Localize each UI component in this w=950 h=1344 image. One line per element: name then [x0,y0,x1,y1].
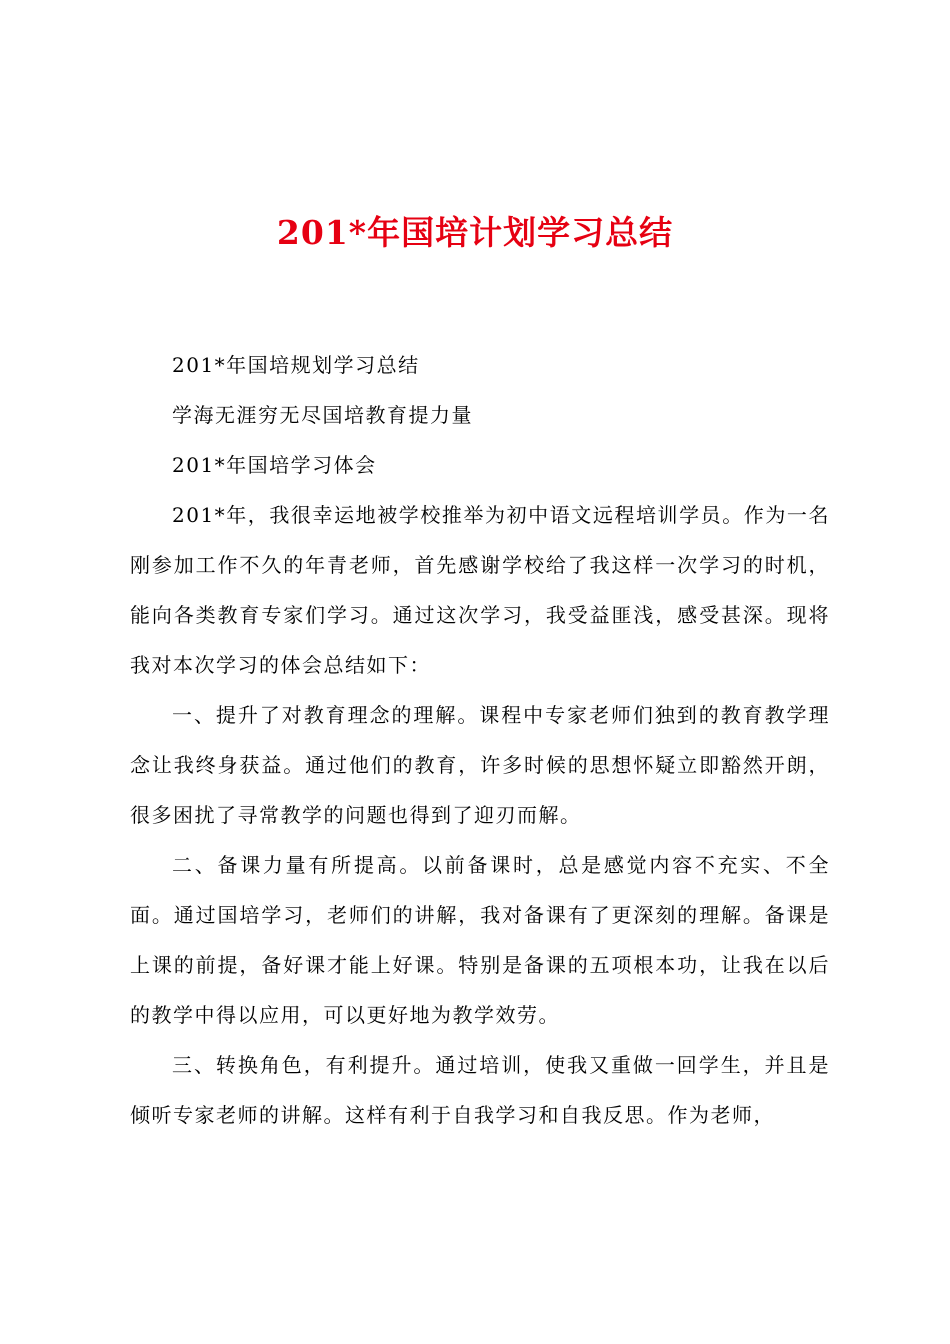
paragraph-point-2: 二、备课力量有所提高。以前备课时，总是感觉内容不充实、不全面。通过国培学习，老师们的讲解，我对备课有了更深刻的理解。备课是上课的前提，备好课才能上好课。特别是备课的五项根本功，让我在以后的教学中得以应用，可以更好地为教学效劳。 [130,853,830,1027]
document-title: 201*年国培计划学习总结 [276,213,674,252]
document-body [130,340,830,1140]
paragraph-subtitle-1: 201*年国培规划学习总结 [172,353,420,377]
paragraph-point-1: 一、提升了对教育理念的理解。课程中专家老师们独到的教育教学理念让我终身获益。通过他们的教育，许多时候的思想怀疑立即豁然开朗，很多困扰了寻常教学的问题也得到了迎刃而解。 [130,703,830,827]
paragraph-subtitle-2: 学海无涯穷无尽国培教育提力量 [172,403,473,427]
paragraph-intro: 201*年，我很幸运地被学校推举为初中语文远程培训学员。作为一名刚参加工作不久的年青老师，首先感谢学校给了我这样一次学习的时机，能向各类教育专家们学习。通过这次学习，我受益匪浅，感受甚深。现将我对本次学习的体会总结如下： [130,503,830,677]
paragraph-subtitle-3: 201*年国培学习体会 [172,453,377,477]
paragraph-point-3: 三、转换角色，有利提升。通过培训，使我又重做一回学生，并且是倾听专家老师的讲解。这样有利于自我学习和自我反思。作为老师， [130,1053,830,1127]
